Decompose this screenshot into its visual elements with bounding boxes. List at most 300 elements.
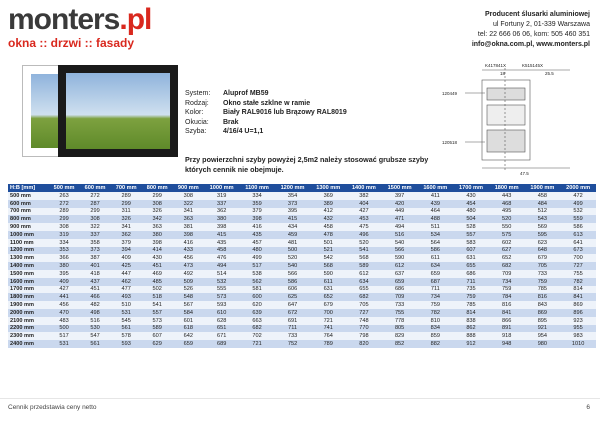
price-cell: 983 [560, 332, 596, 340]
price-cell: 476 [204, 254, 240, 262]
price-cell: 373 [275, 200, 311, 208]
table-row [8, 309, 596, 317]
price-cell: 655 [453, 262, 489, 270]
price-cell: 733 [525, 270, 561, 278]
price-cell: 918 [489, 332, 525, 340]
logo-tld: pl [126, 3, 152, 36]
price-cell: 520 [489, 215, 525, 223]
price-cell: 829 [382, 332, 418, 340]
price-cell: 862 [453, 325, 489, 333]
price-cell: 566 [382, 247, 418, 255]
price-cell: 709 [489, 270, 525, 278]
price-cell: 759 [525, 278, 561, 286]
price-cell: 353 [48, 247, 79, 255]
price-cell: 466 [80, 293, 111, 301]
price-cell: 380 [204, 215, 240, 223]
price-cell: 686 [382, 286, 418, 294]
price-cell: 430 [453, 192, 489, 200]
price-cell: 631 [310, 286, 346, 294]
page-number: 6 [586, 404, 590, 411]
header-width: 800 mm [142, 184, 173, 192]
price-cell: 514 [204, 270, 240, 278]
price-cell: 494 [204, 262, 240, 270]
price-cell: 451 [142, 262, 173, 270]
price-cell: 499 [239, 254, 274, 262]
price-cell: 453 [346, 215, 382, 223]
header-width: 2000 mm [560, 184, 596, 192]
price-cell: 366 [48, 254, 79, 262]
price-cell: 439 [417, 200, 453, 208]
price-cell: 672 [275, 309, 311, 317]
row-height: 1500 mm [8, 270, 48, 278]
logo-tagline: okna :: drzwi :: fasady [8, 36, 135, 50]
price-cell: 299 [111, 200, 142, 208]
price-cell: 770 [346, 325, 382, 333]
price-cell: 263 [48, 192, 79, 200]
price-cell: 287 [80, 200, 111, 208]
price-cell: 618 [173, 325, 204, 333]
drawing-label-120518: 120518 [442, 140, 458, 145]
table-row [8, 317, 596, 325]
price-cell: 755 [560, 270, 596, 278]
price-cell: 869 [525, 309, 561, 317]
price-cell: 373 [80, 247, 111, 255]
price-cell: 398 [204, 223, 240, 231]
price-cell: 589 [346, 262, 382, 270]
price-cell: 954 [525, 332, 561, 340]
price-cell: 590 [310, 270, 346, 278]
price-cell: 485 [142, 278, 173, 286]
price-cell: 548 [173, 293, 204, 301]
price-cell: 733 [382, 301, 418, 309]
price-cell: 415 [275, 215, 311, 223]
row-height: 2000 mm [8, 309, 48, 317]
price-cell: 395 [48, 270, 79, 278]
price-cell: 734 [489, 278, 525, 286]
price-cell: 469 [142, 270, 173, 278]
price-cell: 610 [204, 309, 240, 317]
row-height: 600 mm [8, 200, 48, 208]
price-cell: 416 [239, 223, 274, 231]
price-cell: 451 [80, 286, 111, 294]
price-cell: 540 [275, 262, 311, 270]
price-cell: 542 [310, 254, 346, 262]
price-cell: 322 [80, 223, 111, 231]
price-cell: 501 [310, 239, 346, 247]
price-cell: 601 [173, 317, 204, 325]
price-cell: 784 [489, 293, 525, 301]
price-cell: 308 [142, 200, 173, 208]
table-row [8, 293, 596, 301]
header-width: 1300 mm [310, 184, 346, 192]
price-cell: 484 [525, 200, 561, 208]
price-cell: 409 [111, 254, 142, 262]
price-cell: 454 [453, 200, 489, 208]
price-cell: 627 [489, 247, 525, 255]
spec-row: Szyba: 4/16/4 U=1,1 [185, 128, 264, 135]
price-cell: 814 [560, 286, 596, 294]
price-cell: 805 [382, 325, 418, 333]
price-cell: 381 [173, 223, 204, 231]
table-row [8, 340, 596, 348]
row-height: 1600 mm [8, 278, 48, 286]
price-cell: 734 [417, 293, 453, 301]
price-cell: 379 [239, 208, 274, 216]
price-cell: 648 [525, 247, 561, 255]
price-cell: 517 [48, 332, 79, 340]
price-cell: 516 [80, 317, 111, 325]
price-cell: 841 [489, 309, 525, 317]
price-cell: 337 [204, 200, 240, 208]
price-cell: 458 [204, 247, 240, 255]
spec-row: Okucia: Brak [185, 118, 239, 126]
price-cell: 611 [310, 278, 346, 286]
price-cell: 541 [142, 301, 173, 309]
price-cell: 543 [525, 215, 561, 223]
price-cell: 682 [346, 293, 382, 301]
table-row [8, 200, 596, 208]
contact-block [472, 10, 590, 50]
price-cell: 289 [111, 192, 142, 200]
price-cell: 526 [173, 286, 204, 294]
price-cell: 711 [453, 278, 489, 286]
price-cell: 642 [173, 332, 204, 340]
header-corner: H:B [mm] [8, 184, 48, 192]
price-cell: 721 [239, 340, 274, 348]
price-cell: 859 [417, 332, 453, 340]
row-height: 1100 mm [8, 239, 48, 247]
price-cell: 432 [310, 215, 346, 223]
price-cell: 561 [111, 325, 142, 333]
price-cell: 634 [346, 278, 382, 286]
glass-size-note: Przy powierzchni szyby powyżej 2,5m2 należy stosować grubsze szyby których cennik nie obejmuje. [185, 155, 429, 174]
price-cell: 625 [275, 293, 311, 301]
price-cell: 583 [453, 239, 489, 247]
price-cell: 639 [239, 309, 274, 317]
price-cell: 462 [111, 278, 142, 286]
price-cell: 578 [111, 332, 142, 340]
price-cell: 948 [489, 340, 525, 348]
price-cell: 852 [382, 340, 418, 348]
price-cell: 727 [560, 262, 596, 270]
price-cell: 655 [346, 286, 382, 294]
price-cell: 752 [275, 340, 311, 348]
price-cell: 834 [417, 325, 453, 333]
price-cell: 687 [417, 278, 453, 286]
price-cell: 481 [275, 239, 311, 247]
price-cell: 342 [142, 215, 173, 223]
price-cell: 748 [346, 317, 382, 325]
price-cell: 573 [204, 293, 240, 301]
price-cell: 472 [560, 192, 596, 200]
price-cell: 663 [239, 317, 274, 325]
price-cell: 759 [453, 293, 489, 301]
contact-line-email: info@okna.com.pl, www.monters.pl [471, 41, 590, 48]
price-cell: 891 [489, 325, 525, 333]
header-width: 600 mm [80, 184, 111, 192]
price-cell: 923 [560, 317, 596, 325]
price-cell: 782 [417, 309, 453, 317]
price-cell: 272 [80, 192, 111, 200]
header-width: 1400 mm [346, 184, 382, 192]
price-cell: 362 [204, 208, 240, 216]
price-cell: 358 [80, 239, 111, 247]
table-row [8, 262, 596, 270]
spec-row: System: Aluprof MB59 [185, 90, 269, 97]
row-height: 1900 mm [8, 301, 48, 309]
table-row [8, 223, 596, 231]
drawing-label-18: 18 [500, 71, 506, 76]
price-cell: 682 [489, 262, 525, 270]
price-cell: 531 [111, 309, 142, 317]
price-cell: 326 [111, 215, 142, 223]
price-cell: 721 [310, 317, 346, 325]
price-cell: 534 [417, 231, 453, 239]
spec-row: Kolor: Biały RAL9016 lub Brązowy RAL8019 [185, 109, 347, 116]
price-cell: 550 [489, 223, 525, 231]
price-cell: 869 [560, 301, 596, 309]
price-cell: 679 [310, 301, 346, 309]
price-cell: 272 [48, 200, 79, 208]
price-cell: 711 [275, 325, 311, 333]
price-cell: 612 [382, 262, 418, 270]
table-row [8, 278, 596, 286]
price-cell: 308 [48, 223, 79, 231]
header-width: 1500 mm [382, 184, 418, 192]
price-cell: 564 [417, 239, 453, 247]
price-cell: 557 [142, 309, 173, 317]
price-cell: 341 [173, 208, 204, 216]
price-cell: 380 [142, 231, 173, 239]
price-cell: 896 [560, 309, 596, 317]
price-cell: 759 [489, 286, 525, 294]
price-cell: 838 [453, 317, 489, 325]
price-cell: 520 [346, 239, 382, 247]
price-cell: 1010 [560, 340, 596, 348]
price-cell: 299 [80, 208, 111, 216]
table-row [8, 239, 596, 247]
price-cell: 702 [239, 332, 274, 340]
price-cell: 334 [239, 192, 274, 200]
drawing-label-k515145x: K515145X [522, 63, 544, 68]
price-cell: 464 [417, 208, 453, 216]
price-cell: 798 [346, 332, 382, 340]
row-height: 2300 mm [8, 332, 48, 340]
price-cell: 557 [453, 231, 489, 239]
price-cell: 517 [239, 262, 274, 270]
price-cell: 593 [111, 340, 142, 348]
row-height: 1000 mm [8, 231, 48, 239]
price-cell: 735 [453, 286, 489, 294]
price-cell: 498 [80, 309, 111, 317]
table-row [8, 270, 596, 278]
price-cell: 483 [48, 317, 79, 325]
header-width: 500 mm [48, 184, 79, 192]
price-cell: 816 [489, 301, 525, 309]
row-height: 2200 mm [8, 325, 48, 333]
price-cell: 866 [489, 317, 525, 325]
price-cell: 607 [453, 247, 489, 255]
price-cell: 561 [80, 340, 111, 348]
price-cell: 521 [310, 247, 346, 255]
price-cell: 437 [80, 278, 111, 286]
table-row [8, 247, 596, 255]
contact-line-address: ul Fortuny 2, 01-339 Warszawa [492, 21, 590, 28]
drawing-label-47-5: 47.5 [520, 171, 529, 176]
price-cell: 363 [173, 215, 204, 223]
price-cell: 575 [489, 231, 525, 239]
price-cell: 568 [346, 254, 382, 262]
price-cell: 471 [382, 215, 418, 223]
price-cell: 629 [142, 340, 173, 348]
price-cell: 441 [48, 293, 79, 301]
price-cell: 637 [382, 270, 418, 278]
price-cell: 397 [382, 192, 418, 200]
table-row [8, 286, 596, 294]
profile-cross-section-drawing [430, 60, 595, 180]
row-height: 800 mm [8, 215, 48, 223]
header-width: 900 mm [173, 184, 204, 192]
price-cell: 473 [173, 262, 204, 270]
price-cell: 607 [142, 332, 173, 340]
header-width: 1700 mm [453, 184, 489, 192]
price-cell: 398 [173, 231, 204, 239]
price-cell: 955 [560, 325, 596, 333]
table-row [8, 208, 596, 216]
price-cell: 733 [275, 332, 311, 340]
price-cell: 785 [525, 286, 561, 294]
price-cell: 415 [204, 231, 240, 239]
price-cell: 457 [239, 239, 274, 247]
price-cell: 531 [48, 340, 79, 348]
table-row [8, 301, 596, 309]
header-width: 1800 mm [489, 184, 525, 192]
price-cell: 456 [173, 254, 204, 262]
price-cell: 499 [560, 200, 596, 208]
price-cell: 785 [453, 301, 489, 309]
company-logo [8, 3, 152, 50]
price-cell: 404 [346, 200, 382, 208]
price-cell: 700 [560, 254, 596, 262]
price-cell: 311 [111, 208, 142, 216]
price-cell: 671 [204, 332, 240, 340]
header-width: 1000 mm [204, 184, 240, 192]
header-width: 1100 mm [239, 184, 274, 192]
price-cell: 652 [489, 254, 525, 262]
price-cell: 593 [204, 301, 240, 309]
price-cell: 289 [48, 208, 79, 216]
product-specs [185, 89, 347, 137]
price-cell: 511 [417, 223, 453, 231]
price-cell: 354 [275, 192, 311, 200]
price-cell: 425 [111, 262, 142, 270]
price-cell: 470 [48, 309, 79, 317]
price-cell: 395 [275, 208, 311, 216]
row-height: 900 mm [8, 223, 48, 231]
price-cell: 541 [346, 247, 382, 255]
price-cell: 412 [310, 208, 346, 216]
price-cell: 492 [173, 270, 204, 278]
price-cell: 500 [48, 325, 79, 333]
price-cell: 480 [239, 247, 274, 255]
price-cell: 573 [142, 317, 173, 325]
price-cell: 382 [346, 192, 382, 200]
header-width: 1600 mm [417, 184, 453, 192]
row-height: 2400 mm [8, 340, 48, 348]
price-table-body [8, 192, 596, 348]
drawing-label-k417841x: K417841X [485, 63, 507, 68]
table-row [8, 215, 596, 223]
price-cell: 387 [80, 254, 111, 262]
price-cell: 921 [525, 325, 561, 333]
price-cell: 337 [80, 231, 111, 239]
price-cell: 705 [346, 301, 382, 309]
price-cell: 509 [173, 278, 204, 286]
price-cell: 516 [382, 231, 418, 239]
price-cell: 810 [417, 317, 453, 325]
price-cell: 488 [417, 215, 453, 223]
price-cell: 595 [525, 231, 561, 239]
price-cell: 411 [417, 192, 453, 200]
price-cell: 493 [111, 293, 142, 301]
price-cell: 447 [111, 270, 142, 278]
price-cell: 518 [142, 293, 173, 301]
price-cell: 433 [173, 247, 204, 255]
table-row [8, 192, 596, 200]
price-cell: 319 [204, 192, 240, 200]
price-cell: 504 [453, 215, 489, 223]
price-cell: 789 [310, 340, 346, 348]
price-cell: 341 [111, 223, 142, 231]
price-cell: 430 [142, 254, 173, 262]
price-cell: 628 [204, 317, 240, 325]
price-cell: 334 [48, 239, 79, 247]
price-cell: 652 [310, 293, 346, 301]
price-cell: 458 [525, 192, 561, 200]
price-cell: 709 [382, 293, 418, 301]
price-cell: 532 [560, 208, 596, 216]
price-cell: 764 [310, 332, 346, 340]
price-cell: 686 [453, 270, 489, 278]
contact-line-company: Producent ślusarki aluminiowej [484, 11, 590, 18]
price-cell: 512 [525, 208, 561, 216]
row-height: 1800 mm [8, 293, 48, 301]
price-cell: 379 [111, 239, 142, 247]
price-cell: 727 [346, 309, 382, 317]
price-cell: 456 [48, 301, 79, 309]
price-cell: 363 [142, 223, 173, 231]
price-cell: 362 [111, 231, 142, 239]
price-cell: 482 [80, 301, 111, 309]
contact-line-phone: tel: 22 666 06 06, kom: 505 460 351 [477, 31, 590, 38]
price-cell: 478 [310, 231, 346, 239]
price-cell: 620 [239, 301, 274, 309]
price-cell: 611 [417, 254, 453, 262]
price-cell: 814 [453, 309, 489, 317]
price-cell: 308 [80, 215, 111, 223]
price-cell: 380 [48, 262, 79, 270]
price-cell: 586 [417, 247, 453, 255]
logo-wordmark: monters.pl [8, 3, 152, 36]
price-cell: 778 [382, 317, 418, 325]
price-cell: 659 [382, 278, 418, 286]
price-cell: 659 [417, 270, 453, 278]
price-cell: 434 [275, 223, 311, 231]
price-cell: 409 [48, 278, 79, 286]
header-width: 1900 mm [525, 184, 561, 192]
price-cell: 547 [80, 332, 111, 340]
price-cell: 843 [525, 301, 561, 309]
